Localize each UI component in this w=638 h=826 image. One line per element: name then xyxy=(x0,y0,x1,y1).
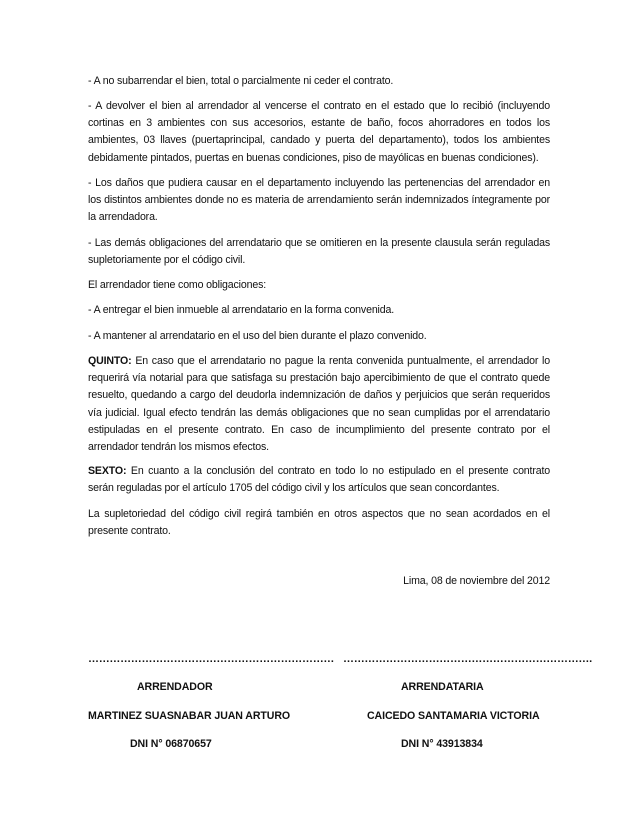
paragraph-subarrendar: - A no subarrendar el bien, total o parcialmente ni ceder el contrato. xyxy=(88,75,394,87)
clause-quinto xyxy=(88,353,550,456)
left-signature-name: MARTINEZ SUASNABAR JUAN ARTURO xyxy=(88,710,291,722)
right-signature-role: ARRENDATARIA xyxy=(401,681,484,693)
paragraph-devolver-bien: - A devolver el bien al arrendador al vencerse el contrato en el estado que lo recibió (incluyendo cortinas en 3 ambientes con sus accesorios, estante de baño, focos ahorradores en todos los ambientes, 03 llaves (puertaprincipal, candado y puerta del departamento), todos los ambientes debidamente pintados, puertas en buenas condiciones, piso de mayólicas en buenas condiciones). xyxy=(88,100,550,164)
left-signature-line: …………………………………………………………… xyxy=(88,653,335,665)
left-signature-dni: DNI N° 06870657 xyxy=(130,738,212,750)
paragraph-obligaciones-arrendador: El arrendador tiene como obligaciones: xyxy=(88,279,267,291)
paragraph-entregar-bien: - A entregar el bien inmueble al arrendatario en la forma convenida. xyxy=(88,304,395,316)
paragraph-danos: - Los daños que pudiera causar en el departamento incluyendo las pertenencias del arrendador en los distintos ambientes donde no es materia de arrendamiento serán indemnizados íntegramente por la arrendadora. xyxy=(88,177,550,224)
paragraph-mantener-arrendatario: - A mantener al arrendatario en el uso del bien durante el plazo convenido. xyxy=(88,330,427,342)
paragraph-supletoriedad: La supletoriedad del código civil regirá también en otros aspectos que no sean acordados en el presente contrato. xyxy=(88,508,550,538)
clause-sexto-label: SEXTO: xyxy=(88,465,127,477)
right-signature-name: CAICEDO SANTAMARIA VICTORIA xyxy=(367,710,540,722)
clause-quinto-text: En caso que el arrendatario no pague la renta convenida puntualmente, el arrendador lo requerirá vía notarial para que satisfaga su prestación bajo apercibimiento de que el contrato quede resuelto, quedando a cargo del deudorla indemnización de daños y perjuicios que serán requeridos vía judicial. Igual efecto tendrán las demás obligaciones que no sean cumplidas por el arrendatario estipuladas en el presente contrato. En caso de incumplimiento del presente contrato por el arrendador tendrán los mismos efectos. xyxy=(88,355,550,454)
right-signature-line: ……………………………………………………………. xyxy=(343,653,592,665)
left-signature-role: ARRENDADOR xyxy=(137,681,213,693)
paragraph-demas-obligaciones: - Las demás obligaciones del arrendatario que se omitieren en la presente clausula serán reguladas supletoriamente por el código civil. xyxy=(88,237,550,267)
clause-sexto xyxy=(88,463,550,497)
clause-sexto-text: En cuanto a la conclusión del contrato en todo lo no estipulado en el presente contrato serán reguladas por el artículo 1705 del código civil y los artículos que sean concordantes. xyxy=(88,465,550,495)
clause-quinto-label: QUINTO: xyxy=(88,355,132,367)
right-signature-dni: DNI N° 43913834 xyxy=(401,738,483,750)
date-line: Lima, 08 de noviembre del 2012 xyxy=(403,575,550,587)
